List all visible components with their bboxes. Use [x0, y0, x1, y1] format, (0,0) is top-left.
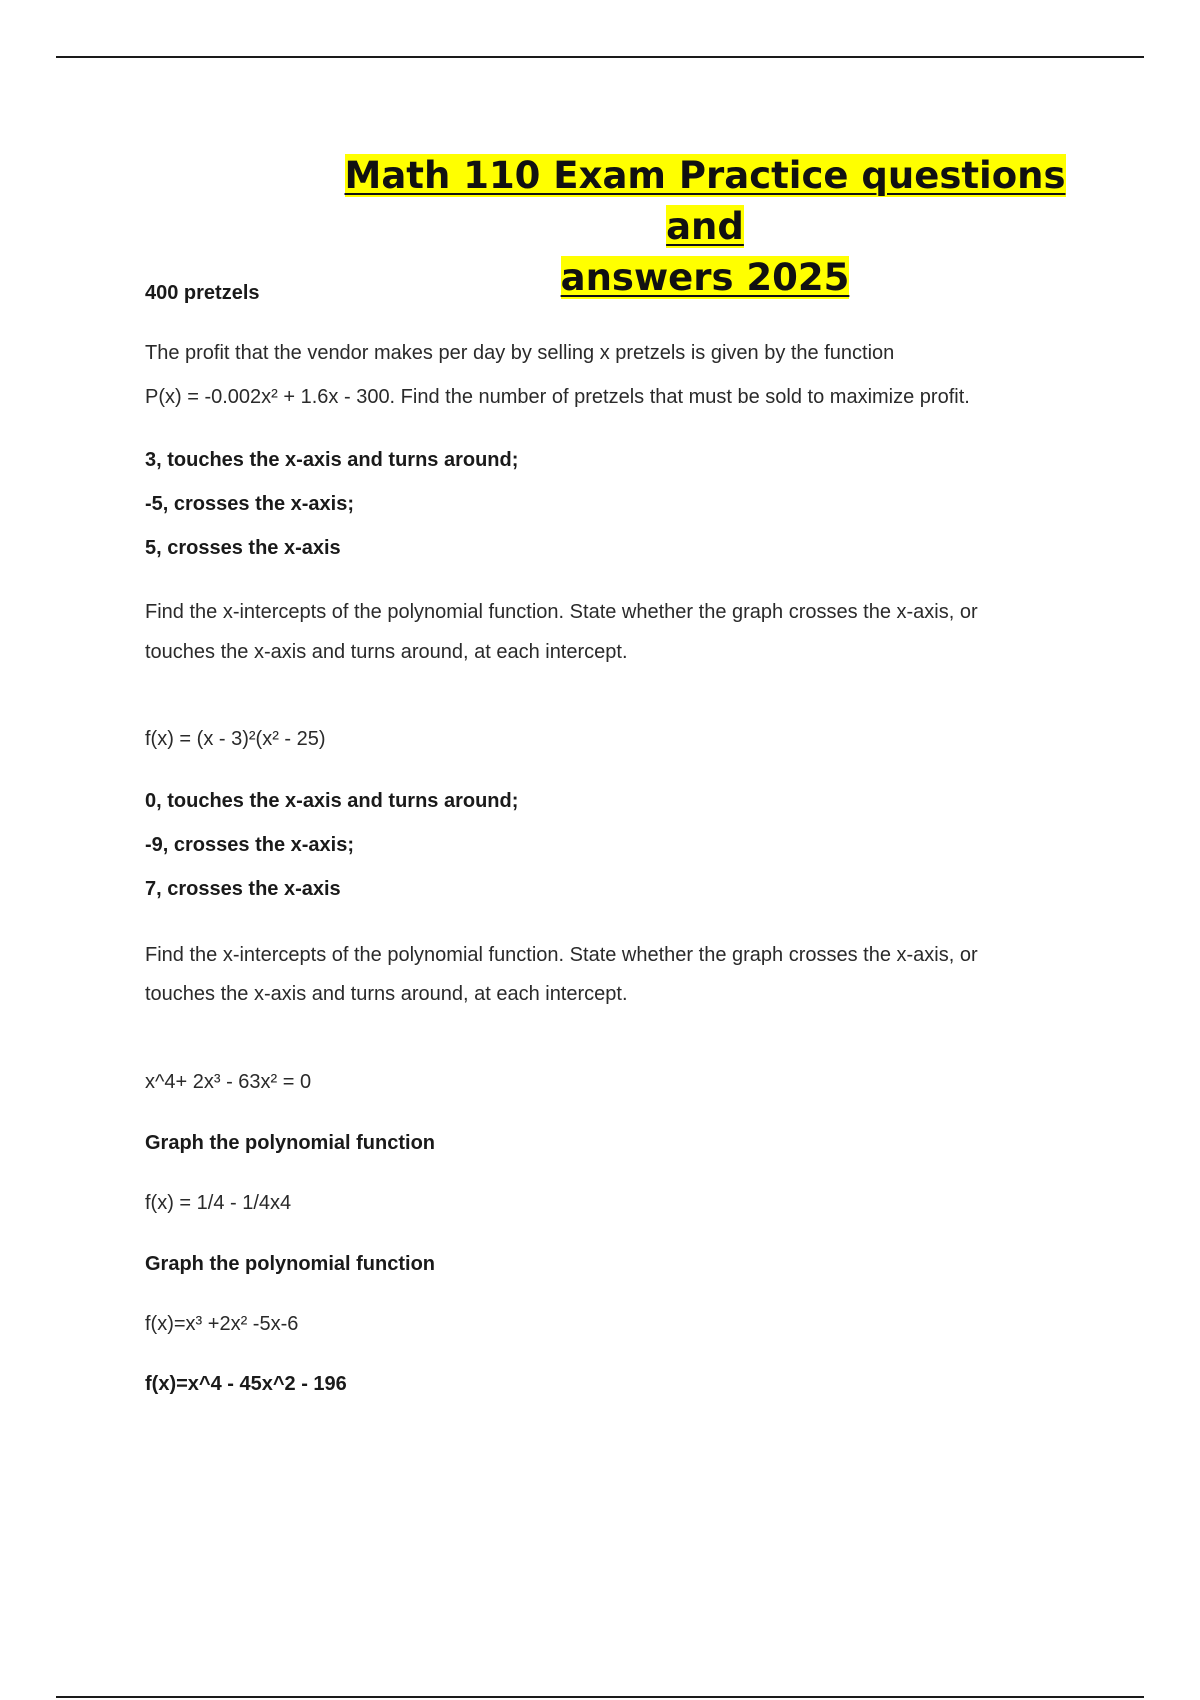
bottom-rule [56, 1696, 1144, 1698]
top-rule [56, 56, 1144, 58]
answer-equation-5: f(x)=x^4 - 45x^2 - 196 [145, 1373, 347, 1395]
question-intercepts-2-line-2: touches the x-axis and turns around, at each intercept. [145, 983, 628, 1005]
answer-2-line-3: 7, crosses the x-axis [145, 878, 341, 900]
question-profit-line-1: The profit that the vendor makes per day by selling x pretzels is given by the function [145, 342, 895, 364]
question-intercepts-2-line-1: Find the x-intercepts of the polynomial function. State whether the graph crosses the x-axis, or [145, 944, 978, 966]
question-profit-line-2: P(x) = -0.002x² + 1.6x - 300. Find the number of pretzels that must be sold to maximize profit. [145, 386, 970, 408]
equation-1: f(x) = (x - 3)²(x² - 25) [145, 728, 326, 750]
question-intercepts-1-line-2: touches the x-axis and turns around, at each intercept. [145, 641, 628, 663]
title-line-2: answers 2025 [560, 256, 850, 299]
equation-2: x^4+ 2x³ - 63x² = 0 [145, 1071, 312, 1093]
answer-graph-2: Graph the polynomial function [145, 1253, 435, 1275]
answer-2-line-2: -9, crosses the x-axis; [145, 834, 354, 856]
document-title [340, 150, 1070, 303]
title-line-1: Math 110 Exam Practice questions and [344, 154, 1066, 248]
answer-graph-1: Graph the polynomial function [145, 1132, 435, 1154]
question-intercepts-1-line-1: Find the x-intercepts of the polynomial function. State whether the graph crosses the x-axis, or [145, 601, 978, 623]
answer-400-pretzels: 400 pretzels [145, 282, 260, 304]
answer-2-line-1: 0, touches the x-axis and turns around; [145, 790, 519, 812]
answer-1-line-3: 5, crosses the x-axis [145, 537, 341, 559]
answer-1-line-1: 3, touches the x-axis and turns around; [145, 449, 519, 471]
equation-4: f(x)=x³ +2x² -5x-6 [145, 1313, 299, 1335]
equation-3: f(x) = 1/4 - 1/4x4 [145, 1192, 292, 1214]
answer-1-line-2: -5, crosses the x-axis; [145, 493, 354, 515]
